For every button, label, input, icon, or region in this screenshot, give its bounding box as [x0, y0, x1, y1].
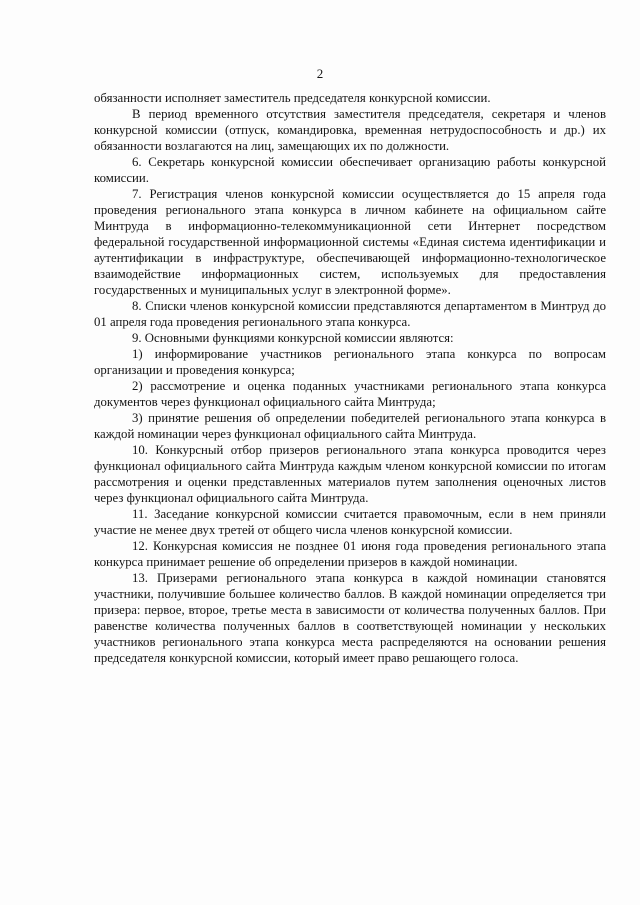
paragraph-item-6: 6. Секретарь конкурсной комиссии обеспечивает организацию работы конкурсной комиссии.	[94, 155, 606, 185]
paragraph-item-11: 11. Заседание конкурсной комиссии считается правомочным, если в нем приняли участие не менее двух третей от общего числа членов конкурсной комиссии.	[94, 507, 606, 537]
paragraph-item-9: 9. Основными функциями конкурсной комиссии являются:	[132, 331, 454, 345]
paragraph-continuation: обязанности исполняет заместитель председателя конкурсной комиссии.	[94, 91, 491, 105]
paragraph-item-8: 8. Списки членов конкурсной комиссии представляются департаментом в Минтруд до 01 апреля года проведения регионального этапа конкурса.	[94, 299, 606, 329]
paragraph-subitem-3: 3) принятие решения об определении победителей регионального этапа конкурса в каждой номинации через функционал официального сайта Минтруда.	[94, 411, 606, 441]
paragraph-subitem-1: 1) информирование участников регионального этапа конкурса по вопросам организации и проведения конкурса;	[94, 347, 606, 377]
paragraph-subitem-2: 2) рассмотрение и оценка поданных участниками регионального этапа конкурса документов через функционал официального сайта Минтруда;	[94, 379, 606, 409]
page-number: 2	[316, 66, 324, 81]
paragraph-item-13: 13. Призерами регионального этапа конкурса в каждой номинации становятся участники, получившие большее количество баллов. В каждой номинации определяется три призера: первое, второе, третье места в зависимости от количества полученных баллов. При равенстве количества полученных баллов в соответствующей номинации у нескольких участников регионального этапа конкурса места распределяются на основании решения председателя конкурсной комиссии, который имеет право решающего голоса.	[94, 571, 606, 665]
paragraph-item-7: 7. Регистрация членов конкурсной комиссии осуществляется до 15 апреля года проведения регионального этапа конкурса в личном кабинете на официальном сайте Минтруда в информационно-телекоммуникационной сети Интернет посредством федеральной государственной информационной системы «Единая система идентификации и аутентификации в инфраструктуре, обеспечивающей информационно-технологическое взаимодействие информационных систем, используемых для предоставления государственных и муниципальных услуг в электронной форме».	[94, 187, 606, 297]
paragraph-item-10: 10. Конкурсный отбор призеров регионального этапа конкурса проводится через функционал официального сайта Минтруда каждым членом конкурсной комиссии по итогам рассмотрения и оценки представленных материалов путем заполнения оценочных листов через функционал официального сайта Минтруда.	[94, 443, 606, 505]
paragraph-temporary-absence: В период временного отсутствия заместителя председателя, секретаря и членов конкурсной комиссии (отпуск, командировка, временная нетрудоспособность и др.) их обязанности возлагаются на лиц, замещающих их по должности.	[94, 107, 606, 153]
paragraph-item-12: 12. Конкурсная комиссия не позднее 01 июня года проведения регионального этапа конкурса принимает решение об определении призеров в каждой номинации.	[94, 539, 606, 569]
document-body	[94, 90, 606, 666]
